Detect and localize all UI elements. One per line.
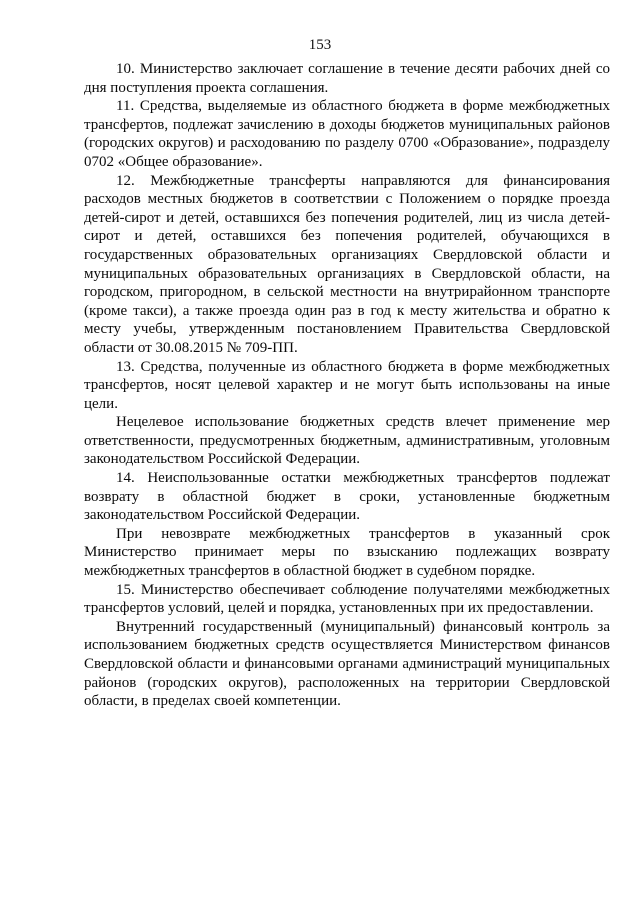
paragraph-item-15: 15. Министерство обеспечивает соблюдение получателями межбюджетных трансфертов условий, целей и порядка, установленных при их предоставлении. [84,581,610,617]
page-number: 153 [308,37,332,53]
paragraph-item-12: 12. Межбюджетные трансферты направляются для финансирования расходов местных бюджетов в соответствии с Положением о порядке проезда детей-сирот и детей, оставшихся без попечения родителей, лиц из числа детей-сирот и детей, оставшихся без попечения родителей, обучающихся в государственных образовательных организациях Свердловской области и муниципальных образовательных организациях в Свердловской области, на городском, пригородном, в сельской местности на внутрирайонном транспорте (кроме такси), а также проезда один раз в год к месту жительства и обратно к месту учебы, утвержденным постановлением Правительства Свердловской области от 30.08.2015 № 709-ПП. [84,172,610,356]
paragraph-non-return: При невозврате межбюджетных трансфертов в указанный срок Министерство принимает меры по взысканию подлежащих возврату межбюджетных трансфертов в областной бюджет в судебном порядке. [84,525,610,580]
paragraph-financial-control: Внутренний государственный (муниципальный) финансовый контроль за использованием бюджетных средств осуществляется Министерством финансов Свердловской области и финансовыми органами администраций муниципальных районов (городских округов), расположенных на территории Свердловской области, в пределах своей компетенции. [84,618,610,710]
paragraph-misuse-liability: Нецелевое использование бюджетных средств влечет применение мер ответственности, предусмотренных бюджетным, административным, уголовным законодательством Российской Федерации. [84,414,610,468]
paragraph-item-10: 10. Министерство заключает соглашение в течение десяти рабочих дней со дня поступления проекта соглашения. [84,61,610,96]
document-body [84,60,610,711]
paragraph-item-13: 13. Средства, полученные из областного бюджета в форме межбюджетных трансфертов, носят целевой характер и не могут быть использованы на иные цели. [84,358,610,412]
paragraph-item-14: 14. Неиспользованные остатки межбюджетных трансфертов подлежат возврату в областной бюджет в сроки, установленные бюджетным законодательством Российской Федерации. [84,470,610,524]
paragraph-item-11: 11. Средства, выделяемые из областного бюджета в форме межбюджетных трансфертов, подлежат зачислению в доходы бюджетов муниципальных районов (городских округов) и расходованию по разделу 0700 «Образование», подразделу 0702 «Общее образование». [84,98,610,170]
